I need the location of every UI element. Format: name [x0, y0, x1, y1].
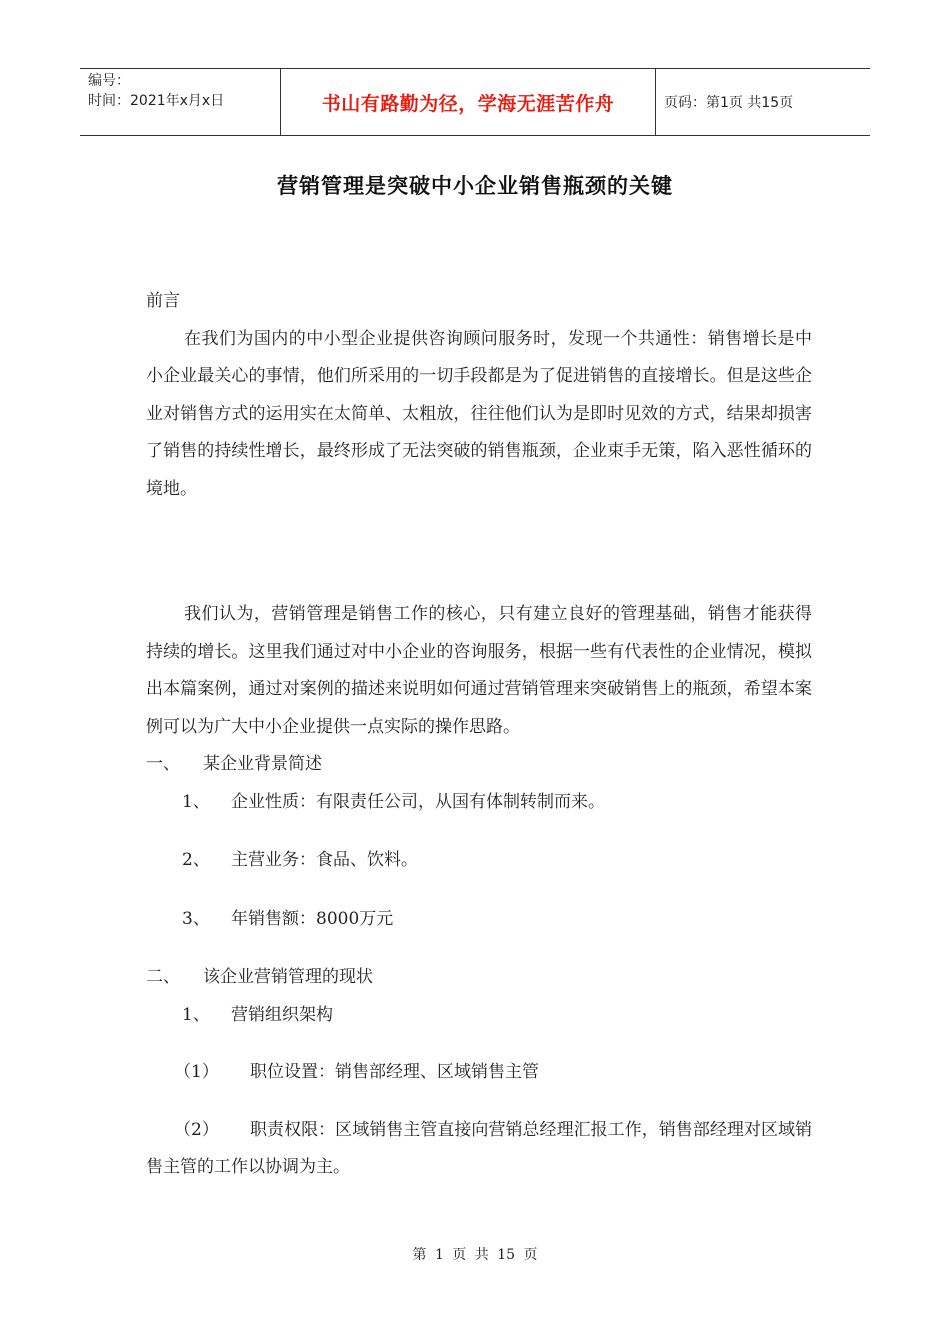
list-item-number: （1）: [174, 1062, 219, 1082]
list-item-text: 职位设置：销售部经理、区域销售主管: [250, 1062, 539, 1082]
document-title: 营销管理是突破中小企业销售瓶颈的关键: [277, 174, 673, 198]
list-item-text: 主营业务：食品、饮料。: [231, 850, 418, 870]
subsection-number: 1、: [182, 1004, 210, 1025]
header-table: [80, 68, 870, 136]
serial-label: 编号：: [88, 73, 130, 89]
section-1-number: 一、: [146, 754, 180, 774]
preface-paragraph: 在我们为国内的中小型企业提供咨询顾问服务时，发现一个共通性：销售增长是中小企业最关心的事情，他们所采用的一切手段都是为了促进销售的直接增长。但是这些企业对销售方式的运用实在太简单、太粗放，往往他们认为是即时见效的方式，结果却损害了销售的持续性增长，最终形成了无法突破的销售瓶颈，企业束手无策，陷入恶性循环的境地。: [146, 328, 812, 499]
list-item: [146, 1112, 812, 1187]
header-meta-cell: [80, 69, 281, 135]
intro-paragraph: 我们认为，营销管理是销售工作的核心，只有建立良好的管理基础，销售才能获得持续的增长。这里我们通过对中小企业的咨询服务，根据一些有代表性的企业情况，模拟出本篇案例，通过对案例的描述来说明如何通过营销管理来突破销售上的瓶颈，希望本案例可以为广大中小企业提供一点实际的操作思路。: [146, 604, 812, 737]
header-motto: 书山有路勤为径，学海无涯苦作舟: [281, 69, 656, 135]
section-1-title: 某企业背景简述: [203, 754, 322, 774]
section-2-number: 二、: [146, 967, 180, 987]
list-item-text: 年销售额：8000万元: [231, 908, 394, 929]
list-item: [146, 901, 812, 939]
page-footer: 第 1 页 共 15 页: [412, 1247, 538, 1263]
list-item-number: 1、: [182, 791, 210, 812]
section-2-heading: [146, 959, 812, 997]
section-2-title: 该企业营销管理的现状: [203, 967, 373, 987]
subsection-heading: [146, 997, 812, 1035]
section-1-heading: [146, 746, 812, 784]
list-item-text: 企业性质：有限责任公司，从国有体制转制而来。: [231, 791, 605, 812]
list-item: [146, 1054, 812, 1092]
list-item: [146, 842, 812, 880]
preface-heading: 前言: [146, 291, 180, 311]
list-item-number: 3、: [182, 908, 210, 929]
header-page-info: 页码：第1页 共15页: [664, 95, 794, 111]
subsection-title: 营销组织架构: [231, 1004, 333, 1025]
list-item-number: （2）: [174, 1119, 219, 1140]
date-label: 时间：2021年x月x日: [88, 93, 225, 109]
document-body: [146, 283, 812, 1187]
list-item-number: 2、: [182, 850, 210, 870]
list-item-text: 职责权限：区域销售主管直接向营销总经理汇报工作，销售部经理对区域销售主管的工作以协调为主。: [146, 1119, 812, 1177]
list-item: [146, 784, 812, 822]
